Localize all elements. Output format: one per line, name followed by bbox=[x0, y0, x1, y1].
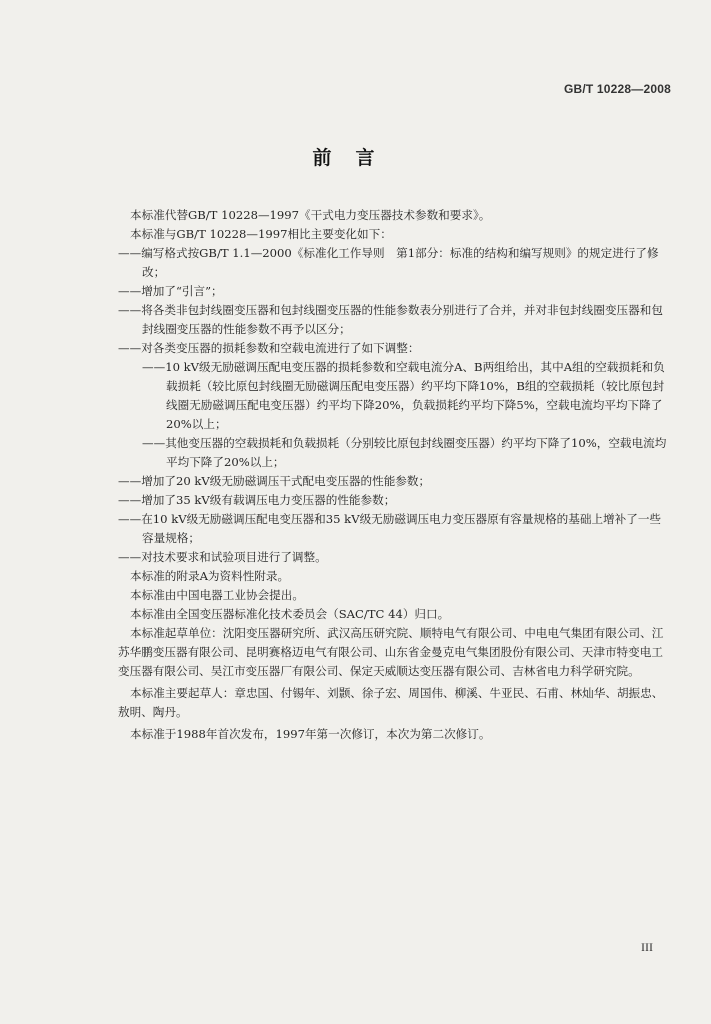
paragraph: 本标准的附录A为资料性附录。 bbox=[130, 569, 290, 583]
page-number: III bbox=[641, 940, 653, 954]
paragraph: 本标准主要起草人：章忠国、付锡年、刘颢、徐子宏、周国伟、柳溪、牛亚民、石甫、林灿华、胡振忠、敖明、陶丹。 bbox=[118, 686, 664, 719]
paragraph: 本标准起草单位：沈阳变压器研究所、武汉高压研究院、顺特电气有限公司、中电电气集团有限公司、江苏华鹏变压器有限公司、昆明赛格迈电气有限公司、山东省金曼克电气集团股份有限公司、天津市特变电工变压器有限公司、吴江市变压器厂有限公司、保定天威顺达变压器有限公司、吉林省电力科学研究院。 bbox=[118, 626, 664, 678]
paragraph: 本标准由中国电器工业协会提出。 bbox=[130, 588, 304, 602]
paragraph: ——对技术要求和试验项目进行了调整。 bbox=[118, 550, 327, 564]
page-title: 前言 bbox=[312, 147, 399, 169]
paragraph: ——增加了“引言”； bbox=[118, 284, 223, 298]
paragraph: 本标准与GB/T 10228—1997相比主要变化如下： bbox=[130, 227, 392, 241]
paragraph: ——10 kV级无励磁调压配电变压器的损耗参数和空载电流分A、B两组给出，其中A组的空载损耗和负载损耗（较比原包封线圈无励磁调压配电变压器）约平均下降10%，B组的空载损耗（较比原包封线圈无励磁调压配电变压器）约平均下降20%，负载损耗约平均下降5%，空载电流均平均下降了20%以上； bbox=[142, 360, 665, 431]
paragraph: ——对各类变压器的损耗参数和空载电流进行了如下调整： bbox=[118, 341, 420, 355]
paragraph: ——编写格式按GB/T 1.1—2000《标准化工作导则 第1部分：标准的结构和编写规则》的规定进行了修改； bbox=[118, 246, 659, 279]
standard-code: GB/T 10228—2008 bbox=[563, 82, 671, 96]
paragraph: 本标准于1988年首次发布，1997年第一次修订，本次为第二次修订。 bbox=[130, 727, 491, 741]
paragraph: 本标准由全国变压器标准化技术委员会（SAC/TC 44）归口。 bbox=[130, 607, 450, 621]
paragraph: ——在10 kV级无励磁调压配电变压器和35 kV级无励磁调压电力变压器原有容量规格的基础上增补了一些容量规格； bbox=[118, 512, 662, 545]
paragraph: ——其他变压器的空载损耗和负载损耗（分别较比原包封线圈变压器）约平均下降了10%，空载电流均平均下降了20%以上； bbox=[142, 436, 667, 469]
paragraph: ——增加了20 kV级无励磁调压干式配电变压器的性能参数； bbox=[118, 474, 431, 488]
paragraph: ——将各类非包封线圈变压器和包封线圈变压器的性能参数表分别进行了合并，并对非包封线圈变压器和包封线圈变压器的性能参数不再予以区分； bbox=[118, 303, 663, 336]
foreword-body bbox=[118, 206, 668, 744]
paragraph: ——增加了35 kV级有载调压电力变压器的性能参数； bbox=[118, 493, 396, 507]
paragraph: 本标准代替GB/T 10228—1997《干式电力变压器技术参数和要求》。 bbox=[130, 208, 491, 222]
